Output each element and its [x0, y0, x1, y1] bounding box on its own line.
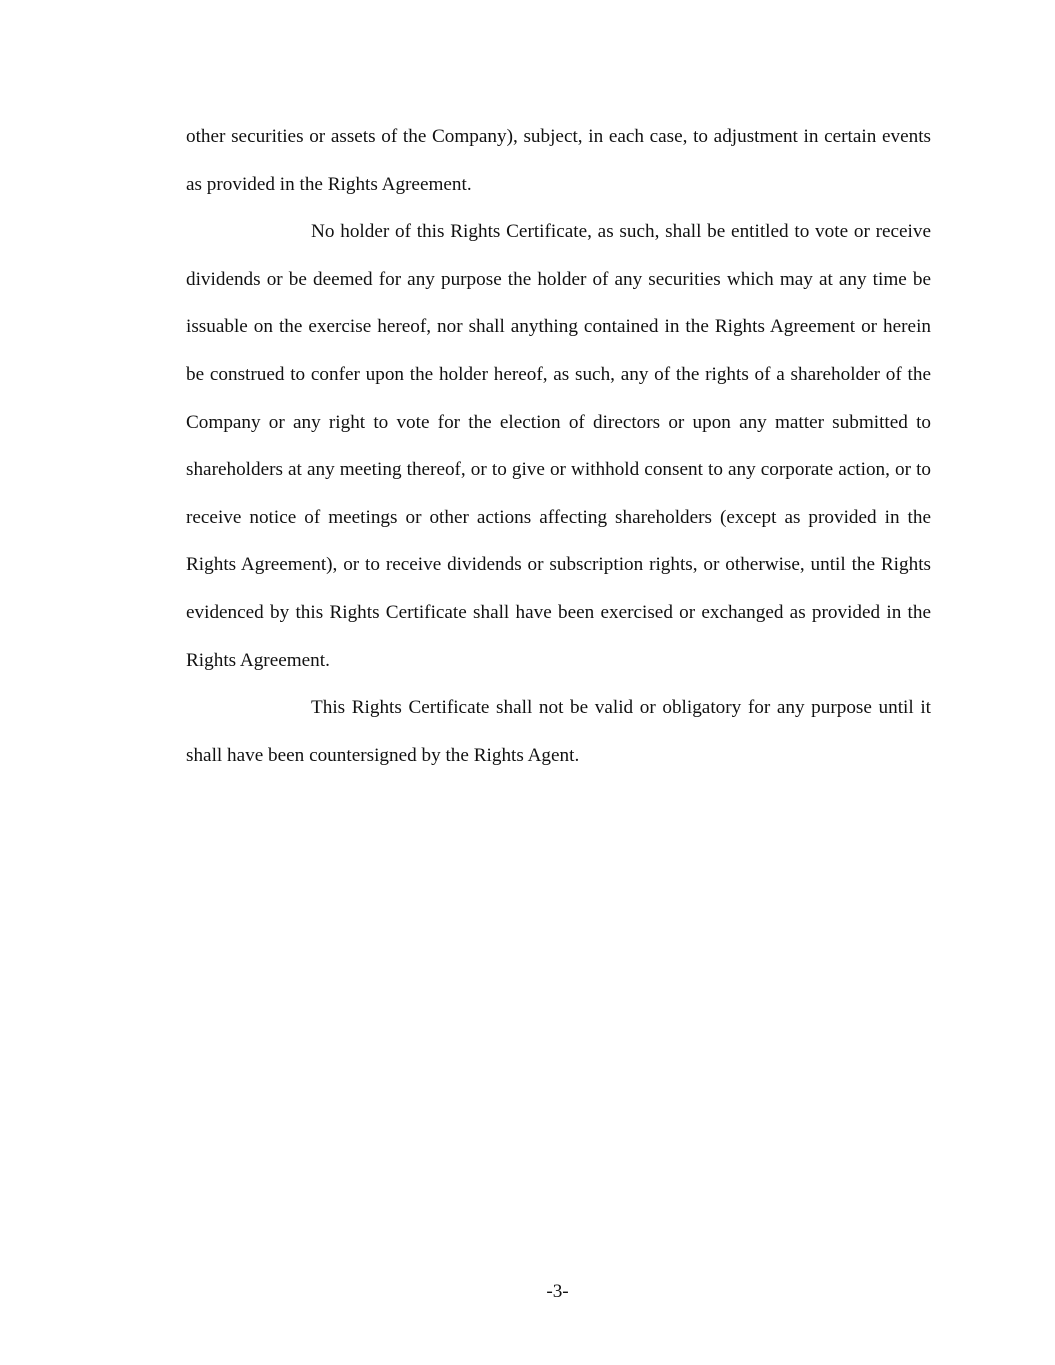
paragraph-validity: This Rights Certificate shall not be valid or obligatory for any purpose until it shall have been countersigned by the Rights Agent.	[186, 697, 931, 766]
document-body	[186, 113, 931, 779]
paragraph-continuation: other securities or assets of the Company), subject, in each case, to adjustment in certain events as provided in the Rights Agreement.	[186, 126, 931, 195]
paragraph-no-holder: No holder of this Rights Certificate, as such, shall be entitled to vote or receive dividends or be deemed for any purpose the holder of any securities which may at any time be issuable on the exercise hereof, nor shall anything contained in the Rights Agreement or herein be construed to confer upon the holder hereof, as such, any of the rights of a shareholder of the Company or any right to vote for the election of directors or upon any matter submitted to shareholders at any meeting thereof, or to give or withhold consent to any corporate action, or to receive notice of meetings or other actions affecting shareholders (except as provided in the Rights Agreement), or to receive dividends or subscription rights, or otherwise, until the Rights evidenced by this Rights Certificate shall have been exercised or exchanged as provided in the Rights Agreement.	[186, 221, 931, 671]
page-number: -3-	[546, 1281, 569, 1302]
